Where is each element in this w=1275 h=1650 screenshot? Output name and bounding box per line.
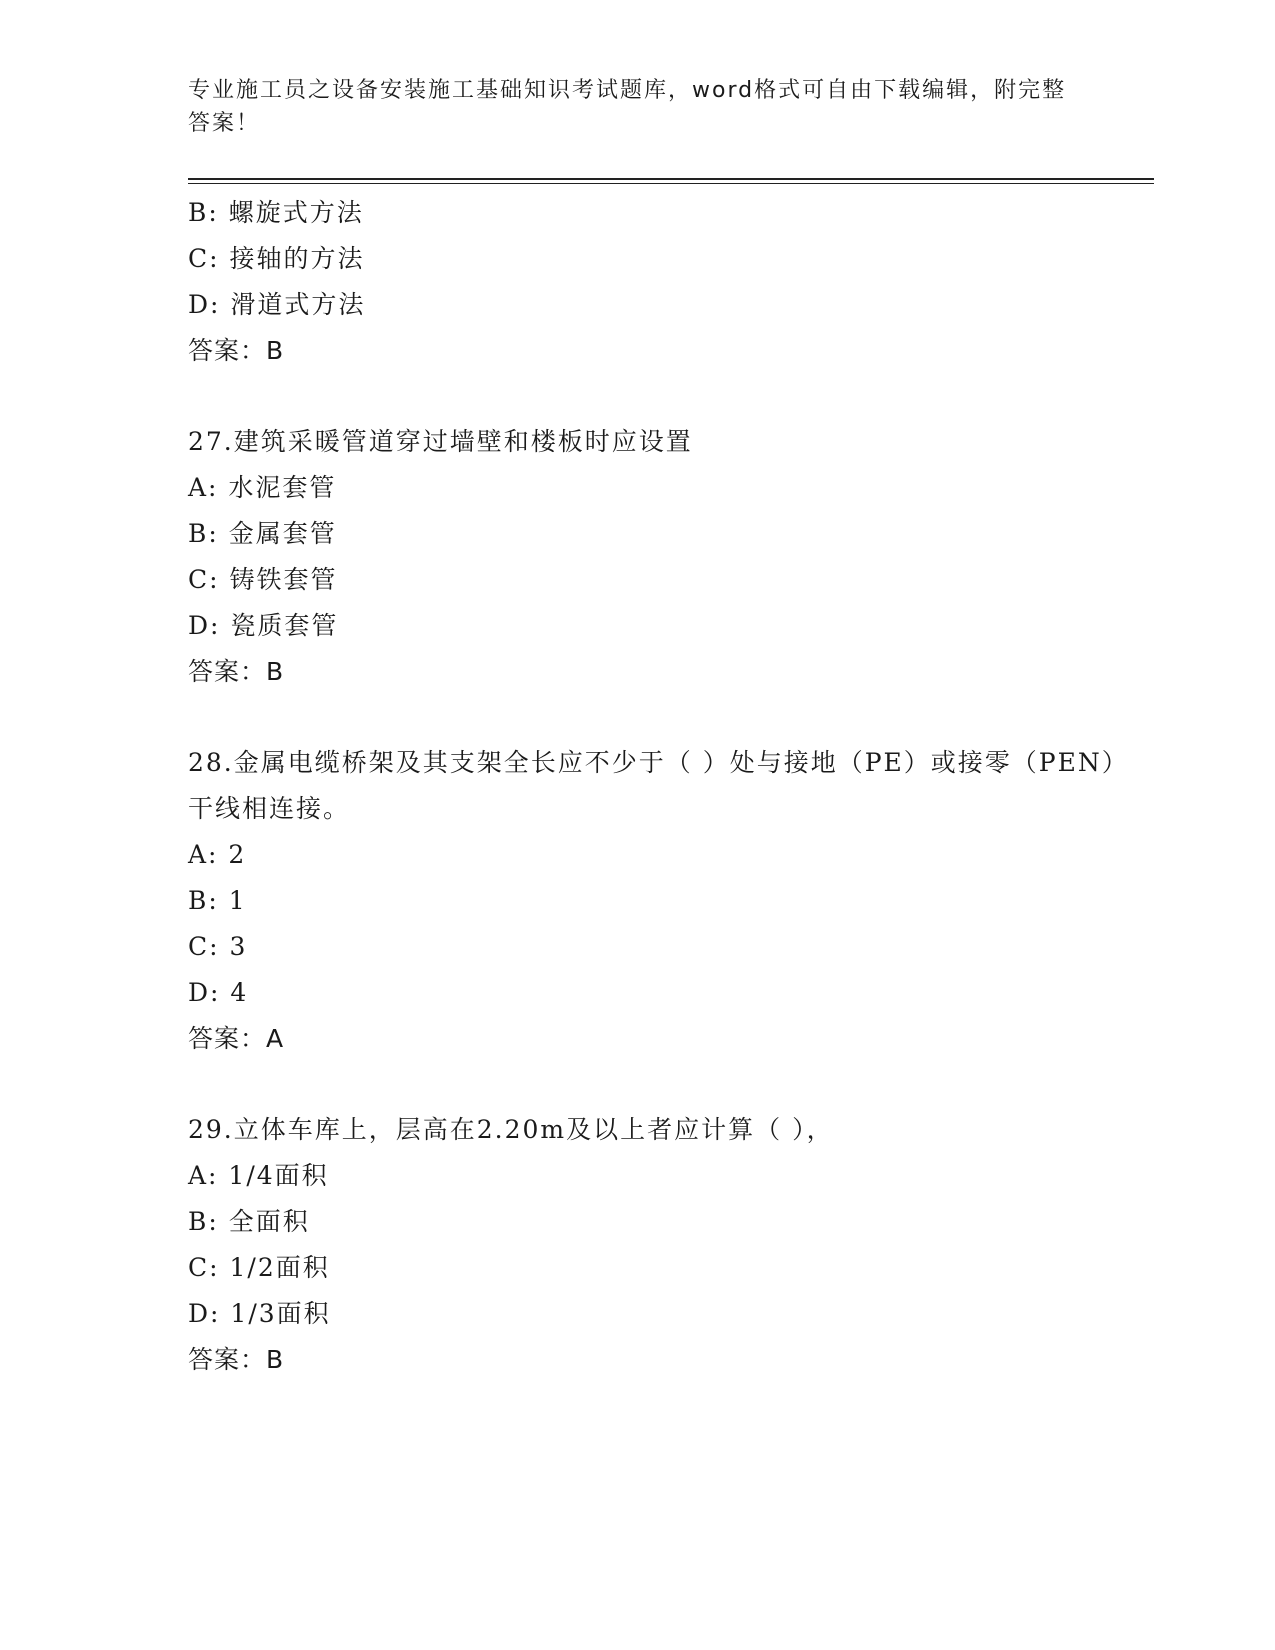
question-stem: 27.建筑采暖管道穿过墙壁和楼板时应设置: [188, 427, 693, 456]
option-d: D: 瓷质套管: [188, 611, 339, 640]
header-divider: [188, 178, 1154, 180]
option-d: D: 1/3面积: [188, 1299, 331, 1328]
question-list: [188, 190, 1128, 1428]
option-c: C: 接轴的方法: [188, 244, 365, 273]
question-29: [188, 1107, 1128, 1383]
question-stem: 29.立体车库上，层高在2.20m及以上者应计算（ ），: [188, 1115, 834, 1144]
question-28: [188, 740, 1128, 1062]
option-c: C: 3: [188, 932, 248, 961]
option-a: A: 2: [188, 840, 247, 869]
question-27: [188, 419, 1128, 695]
answer: 答案：A: [188, 1024, 285, 1053]
header-divider-thin: [188, 183, 1154, 184]
option-a: A: 1/4面积: [188, 1161, 329, 1190]
page-header: 专业施工员之设备安装施工基础知识考试题库，word格式可自由下载编辑，附完整答案！: [188, 78, 1067, 136]
question-26-continued: [188, 190, 1128, 374]
option-b: B: 全面积: [188, 1207, 310, 1236]
option-b: B: 1: [188, 886, 247, 915]
option-c: C: 铸铁套管: [188, 565, 338, 594]
answer: 答案：B: [188, 657, 285, 686]
option-d: D: 4: [188, 978, 249, 1007]
question-stem: 28.金属电缆桥架及其支架全长应不少于（ ）处与接地（PE）或接零（PEN）干线相连接。: [188, 748, 1117, 823]
option-b: B: 螺旋式方法: [188, 198, 364, 227]
answer: 答案：B: [188, 1345, 285, 1374]
option-a: A: 水泥套管: [188, 473, 337, 502]
option-d: D: 滑道式方法: [188, 290, 366, 319]
option-c: C: 1/2面积: [188, 1253, 330, 1282]
option-b: B: 金属套管: [188, 519, 337, 548]
answer: 答案：B: [188, 336, 285, 365]
